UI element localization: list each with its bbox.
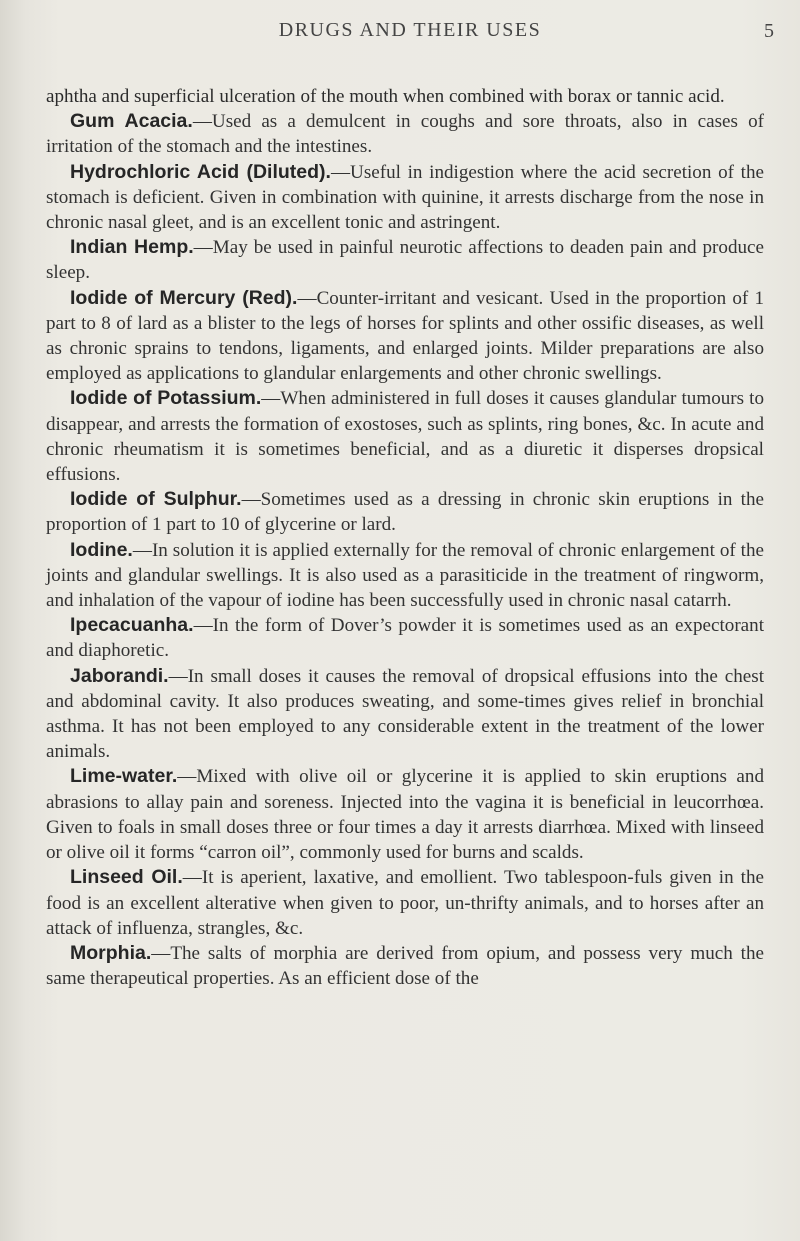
entry-text: —It is aperient, laxative, and emollient. Two tablespoon-fuls given in the food is an excellent alterative when given to poor, un-thrifty animals, and to horses after an attack of influenza, strangles, &c. — [46, 867, 765, 939]
entry-term: Iodine. — [70, 538, 133, 561]
entry-hydrochloric-acid — [46, 160, 764, 236]
entry-term: Indian Hemp. — [70, 236, 194, 259]
entry-iodide-of-potassium — [46, 386, 764, 487]
running-head — [40, 19, 780, 47]
entry-text: —Counter-irritant and vesicant. Used in the proportion of 1 part to 8 of lard as a blister to the legs of horses for splints and other ossific diseases, as well as chronic sprains to tendons, ligaments, and enlarged joints. Milder preparations are also employed as applications to glandular enlargements and other chronic swellings. — [46, 287, 764, 385]
entry-indian-hemp — [46, 235, 764, 285]
entry-term: Gum Acacia. — [70, 110, 193, 133]
entry-linseed-oil — [46, 865, 764, 941]
running-title: DRUGS AND THEIR USES — [278, 19, 542, 41]
entry-term: Iodide of Potassium. — [70, 387, 262, 410]
entry-term: Linseed Oil. — [70, 866, 183, 889]
page-number: 5 — [764, 20, 774, 42]
body-text — [46, 84, 764, 991]
entry-text: —When administered in full doses it causes glandular tumours to disappear, and arrests the formation of exostoses, such as splints, ring bones, &c. In acute and chronic rheumatism it is sometimes beneficial, and as a diuretic it disperses dropsical effusions. — [46, 388, 764, 486]
entry-term: Iodide of Sulphur. — [70, 488, 242, 511]
entry-text: —Useful in indigestion where the acid secretion of the stomach is deficient. Given in combination with quinine, it arrests discharge from the nose in chronic nasal gleet, and is an excellent tonic and astringent. — [46, 161, 764, 234]
entry-term: Iodide of Mercury (Red). — [70, 286, 298, 309]
entry-term: Jaborandi. — [70, 664, 169, 687]
entry-term: Ipecacuanha. — [70, 614, 194, 637]
entry-iodine — [46, 538, 764, 614]
entry-text: —May be used in painful neurotic affections to deaden pain and produce sleep. — [46, 237, 764, 284]
entry-ipecacuanha — [46, 613, 764, 663]
entry-iodide-of-mercury — [46, 286, 764, 387]
entry-text: —Mixed with olive oil or glycerine it is applied to skin eruptions and abrasions to allay pain and soreness. Injected into the vagina it is beneficial in leucorrhœa. Given to foals in small doses three or four times a day it arrests diarrhœa. Mixed with linseed or olive oil it forms “carron oil”, commonly used for burns and scalds. — [46, 766, 764, 864]
entry-morphia — [46, 941, 764, 991]
entry-term: Morphia. — [70, 941, 152, 964]
entry-text: —Used as a demulcent in coughs and sore throats, also in cases of irritation of the stomach and the intestines. — [46, 111, 764, 158]
entry-text: —Sometimes used as a dressing in chronic skin eruptions in the proportion of 1 part to 10 of glycerine or lard. — [46, 489, 765, 536]
entry-iodide-of-sulphur — [46, 487, 764, 537]
entry-gum-acacia — [46, 109, 764, 159]
entry-lime-water — [46, 764, 764, 865]
entry-text: —In the form of Dover’s powder it is sometimes used as an expectorant and diaphoretic. — [46, 615, 764, 662]
entry-jaborandi — [46, 664, 764, 765]
intro-paragraph: aphtha and superficial ulceration of the mouth when combined with borax or tannic acid. — [46, 86, 725, 107]
entry-text: —In small doses it causes the removal of dropsical effusions into the chest and abdominal cavity. It also produces sweating, and some-times gives relief in bronchial asthma. It has not been employed to any considerable extent in the treatment of the lower animals. — [46, 665, 764, 763]
entry-term: Hydrochloric Acid (Diluted). — [70, 160, 331, 183]
entry-term: Lime-water. — [70, 765, 178, 788]
entry-text: —The salts of morphia are derived from opium, and possess very much the same therapeutical properties. As an efficient dose of the — [46, 942, 764, 990]
entry-text: —In solution it is applied externally for the removal of chronic enlargement of the joints and glandular swellings. It is also used as a parasiticide in the treatment of ringworm, and inhalation of the vapour of iodine has been successfully used in chronic nasal catarrh. — [46, 539, 764, 612]
